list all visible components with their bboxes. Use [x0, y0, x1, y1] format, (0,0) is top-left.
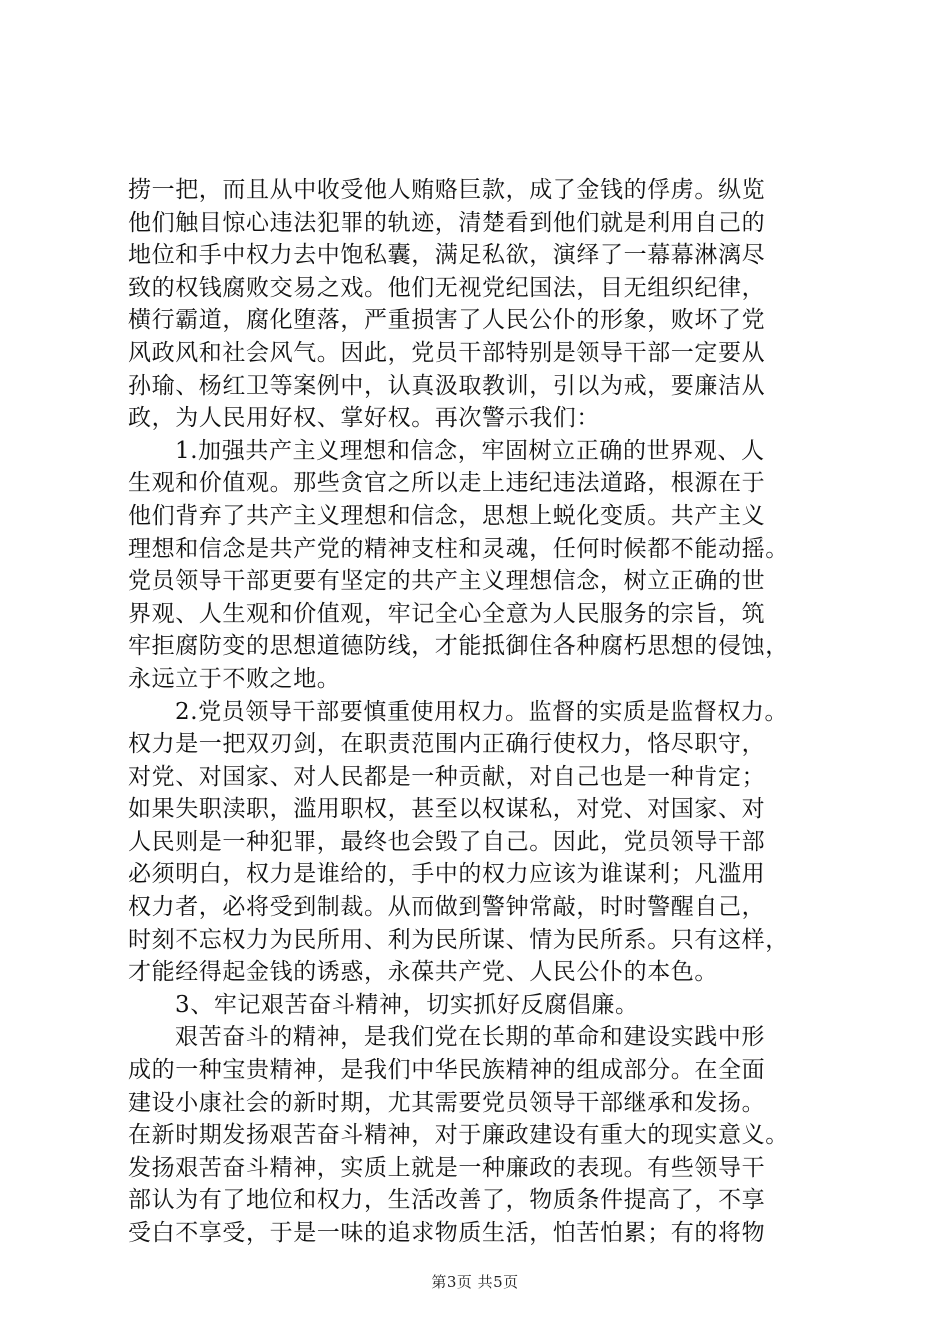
- text-line: 孙瑜、杨红卫等案例中，认真汲取教训，引以为戒，要廉洁从: [128, 372, 766, 399]
- section-3-heading-line: 3、牢记艰苦奋斗精神，切实抓好反腐倡廉。: [175, 991, 639, 1018]
- text-line: 生观和价值观。那些贪官之所以走上违纪违法道路，根源在于: [128, 470, 766, 497]
- text-line: 建设小康社会的新时期，尤其需要党员领导干部继承和发扬。: [128, 1089, 766, 1116]
- text-line: 在新时期发扬艰苦奋斗精神，对于廉政建设有重大的现实意义。: [128, 1122, 789, 1149]
- text-line: 如果失职渎职，滥用职权，甚至以权谋私，对党、对国家、对: [128, 796, 766, 823]
- text-line: 致的权钱腐败交易之戏。他们无视党纪国法，目无组织纪律，: [128, 274, 766, 301]
- text-line: 横行霸道，腐化堕落，严重损害了人民公仆的形象，败坏了党: [128, 307, 766, 334]
- text-line: 受白不享受，于是一味的追求物质生活，怕苦怕累；有的将物: [128, 1220, 766, 1246]
- text-line: 地位和手中权力去中饱私囊，满足私欲，演绎了一幕幕淋漓尽: [128, 242, 766, 269]
- text-line: 权力者，必将受到制裁。从而做到警钟常敲，时时警醒自己，: [128, 894, 766, 921]
- text-line: 政，为人民用好权、掌好权。再次警示我们：: [128, 405, 600, 432]
- paragraph-start-line: 艰苦奋斗的精神，是我们党在长期的革命和建设实践中形: [175, 1024, 765, 1051]
- page-footer: [0, 1272, 950, 1292]
- text-line: 权力是一把双刃剑，在职责范围内正确行使权力，恪尽职守，: [128, 731, 766, 758]
- body-text: [128, 174, 840, 1250]
- text-line: 对党、对国家、对人民都是一种贡献，对自己也是一种肯定；: [128, 763, 766, 790]
- text-line: 人民则是一种犯罪，最终也会毁了自己。因此，党员领导干部: [128, 828, 766, 855]
- text-line: 他们触目惊心违法犯罪的轨迹，清楚看到他们就是利用自己的: [128, 209, 766, 236]
- text-line: 理想和信念是共产党的精神支柱和灵魂，任何时候都不能动摇。: [128, 535, 789, 562]
- text-line: 党员领导干部更要有坚定的共产主义理想信念，树立正确的世: [128, 568, 766, 595]
- text-line: 界观、人生观和价值观，牢记全心全意为人民服务的宗旨，筑: [128, 600, 766, 627]
- text-line: 捞一把，而且从中收受他人贿赂巨款，成了金钱的俘虏。纵览: [128, 177, 766, 203]
- text-line: 成的一种宝贵精神，是我们中华民族精神的组成部分。在全面: [128, 1057, 766, 1084]
- section-1-heading-line: 1.加强共产主义理想和信念，牢固树立正确的世界观、人: [175, 437, 765, 464]
- text-line: 永远立于不败之地。: [128, 665, 341, 692]
- text-line: 才能经得起金钱的诱惑，永葆共产党、人民公仆的本色。: [128, 959, 718, 986]
- page-number: 第3页 共5页: [431, 1273, 519, 1291]
- text-line: 他们背弃了共产主义理想和信念，思想上蜕化变质。共产主义: [128, 502, 766, 529]
- section-2-heading-line: 2.党员领导干部要慎重使用权力。监督的实质是监督权力。: [175, 698, 789, 725]
- text-line: 时刻不忘权力为民所用、利为民所谋、情为民所系。只有这样，: [128, 926, 789, 953]
- text-line: 牢拒腐防变的思想道德防线，才能抵御住各种腐朽思想的侵蚀，: [128, 633, 789, 660]
- text-line: 必须明白，权力是谁给的，手中的权力应该为谁谋利；凡滥用: [128, 861, 766, 888]
- text-line: 风政风和社会风气。因此，党员干部特别是领导干部一定要从: [128, 339, 766, 366]
- text-line: 部认为有了地位和权力，生活改善了，物质条件提高了，不享: [128, 1187, 766, 1214]
- text-line: 发扬艰苦奋斗精神，实质上就是一种廉政的表现。有些领导干: [128, 1154, 766, 1181]
